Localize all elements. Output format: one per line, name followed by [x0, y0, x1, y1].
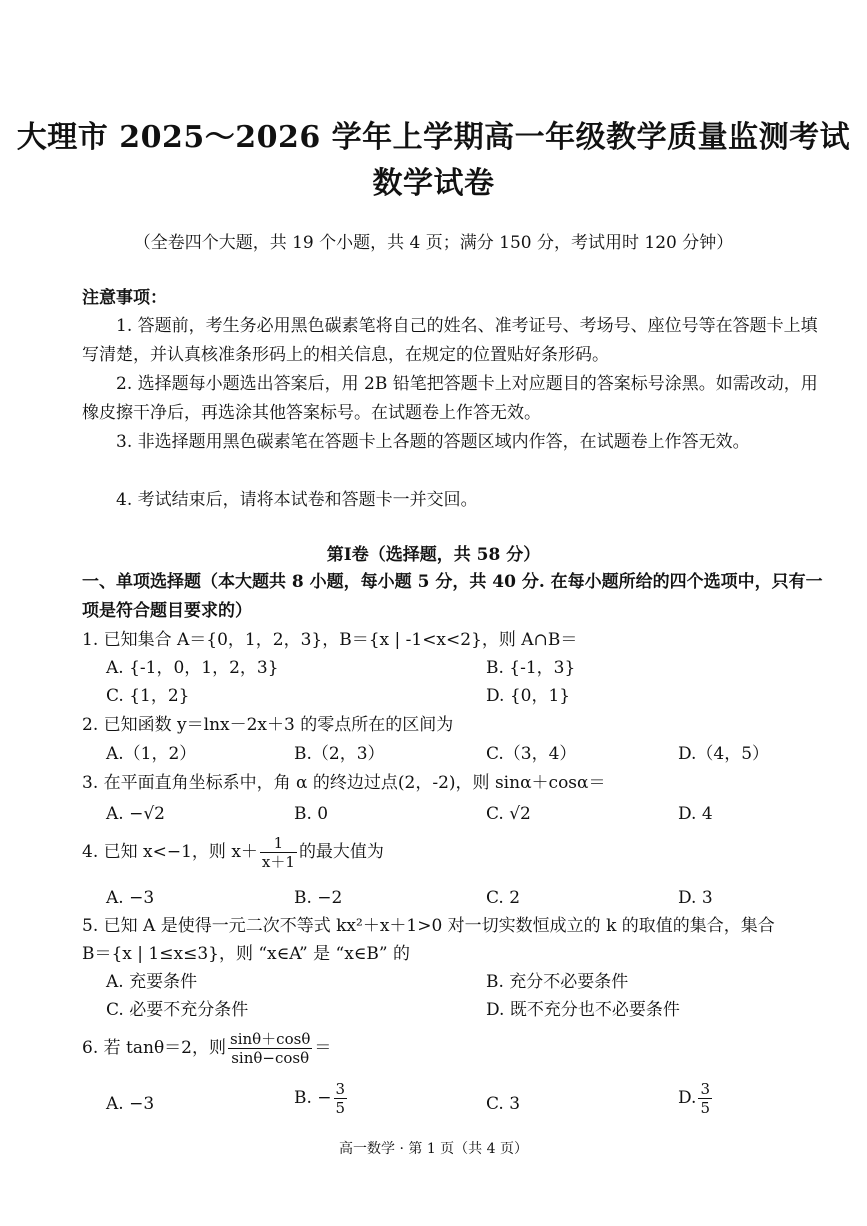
question-4-fraction [260, 834, 297, 871]
question-4-stem [82, 834, 384, 871]
question-1-option-d: D. {0，1} [486, 686, 571, 706]
question-6-stem [82, 1030, 331, 1067]
question-4-option-c: C. 2 [486, 888, 521, 908]
question-1-stem: 1. 已知集合 A＝{0，1，2，3}，B＝{x | -1<x<2}，则 A∩B＝ [82, 630, 578, 650]
fraction-numerator: 3 [335, 1080, 346, 1098]
question-5-option-d: D. 既不充分也不必要条件 [486, 1000, 680, 1020]
question-4-option-d: D. 3 [678, 888, 713, 908]
question-4-stem-post: 的最大值为 [298, 842, 384, 862]
question-4-option-b: B. −2 [294, 888, 343, 908]
notes-heading: 注意事项： [82, 288, 167, 308]
option-b-prefix: B. − [294, 1088, 332, 1108]
page-footer: 高一数学 · 第 1 页（共 4 页） [339, 1141, 528, 1157]
question-5-option-b: B. 充分不必要条件 [486, 972, 629, 992]
fraction-denominator: 5 [700, 1099, 710, 1117]
note-item: 2. 选择题每小题选出答案后，用 2B 铅笔把答题卡上对应题目的答案标号涂黑。如需改动，用橡皮擦干净后，再选涂其他答案标号。在试题卷上作答无效。 [82, 374, 818, 423]
question-6-stem-pre: 6. 若 tanθ＝2，则 [82, 1038, 226, 1058]
fraction-numerator: 1 [260, 834, 297, 853]
question-3-option-c: C. √2 [486, 804, 531, 824]
part-heading: 一、单项选择题（本大题共 8 小题，每小题 5 分，共 40 分. 在每小题所给的四个选项中，只有一项是符合题目要求的） [82, 572, 823, 621]
fraction-denominator: x＋1 [261, 853, 295, 871]
question-6-fraction [228, 1030, 312, 1067]
fraction-denominator: 5 [335, 1099, 346, 1117]
question-2-option-a: A.（1，2） [106, 744, 197, 764]
question-1-option-b: B. {-1，3} [486, 658, 576, 678]
question-6-option-c: C. 3 [486, 1094, 521, 1114]
question-5-option-c: C. 必要不充分条件 [106, 1000, 249, 1020]
note-item: 4. 考试结束后，请将本试卷和答题卡一并交回。 [116, 490, 478, 510]
question-3-option-a: A. −√2 [106, 804, 165, 824]
question-3-option-b: B. 0 [294, 804, 329, 824]
question-3-stem: 3. 在平面直角坐标系中，角 α 的终边过点(2，-2)，则 sinα＋cosα＝ [82, 773, 606, 793]
option-b-fraction [334, 1080, 348, 1117]
fraction-numerator: 3 [700, 1080, 710, 1098]
question-2-stem: 2. 已知函数 y＝lnx－2x＋3 的零点所在的区间为 [82, 715, 454, 735]
fraction-denominator: sinθ−cosθ [231, 1049, 310, 1067]
question-4-stem-pre: 4. 已知 x<−1，则 x＋ [82, 842, 258, 862]
question-1-option-a: A. {-1，0，1，2，3} [106, 658, 279, 678]
question-6-stem-post: ＝ [314, 1038, 332, 1058]
question-5-stem-line1: 5. 已知 A 是使得一元二次不等式 kx²＋x＋1>0 对一切实数恒成立的 k 的取值的集合，集合 [82, 916, 775, 936]
exam-info: （全卷四个大题，共 19 个小题，共 4 页；满分 150 分，考试用时 120 分钟） [133, 233, 734, 253]
question-5-stem-line2: B＝{x | 1≤x≤3}，则 “x∈A” 是 “x∈B” 的 [82, 944, 410, 964]
question-6-option-a: A. −3 [106, 1094, 155, 1114]
question-2-option-c: C.（3，4） [486, 744, 577, 764]
question-6-option-d [678, 1080, 714, 1117]
question-5-option-a: A. 充要条件 [106, 972, 198, 992]
question-2-option-d: D.（4，5） [678, 744, 770, 764]
question-3-option-d: D. 4 [678, 804, 713, 824]
option-d-prefix: D. [678, 1088, 697, 1108]
exam-title: 大理市 2025～2026 学年上学期高一年级教学质量监测考试 [16, 120, 851, 155]
question-1-option-c: C. {1，2} [106, 686, 190, 706]
question-4-option-a: A. −3 [106, 888, 155, 908]
section-title: 第Ⅰ卷（选择题，共 58 分） [326, 545, 541, 565]
note-item: 1. 答题前，考生务必用黑色碳素笔将自己的姓名、准考证号、考场号、座位号等在答题卡上填写清楚，并认真核准条形码上的相关信息，在规定的位置贴好条形码。 [82, 316, 818, 365]
question-2-option-b: B.（2，3） [294, 744, 385, 764]
option-d-fraction [698, 1080, 712, 1117]
question-6-option-b [294, 1080, 349, 1117]
fraction-numerator: sinθ＋cosθ [230, 1030, 311, 1048]
note-item: 3. 非选择题用黑色碳素笔在答题卡上各题的答题区域内作答，在试题卷上作答无效。 [116, 432, 750, 452]
exam-subject-title: 数学试卷 [372, 166, 495, 201]
